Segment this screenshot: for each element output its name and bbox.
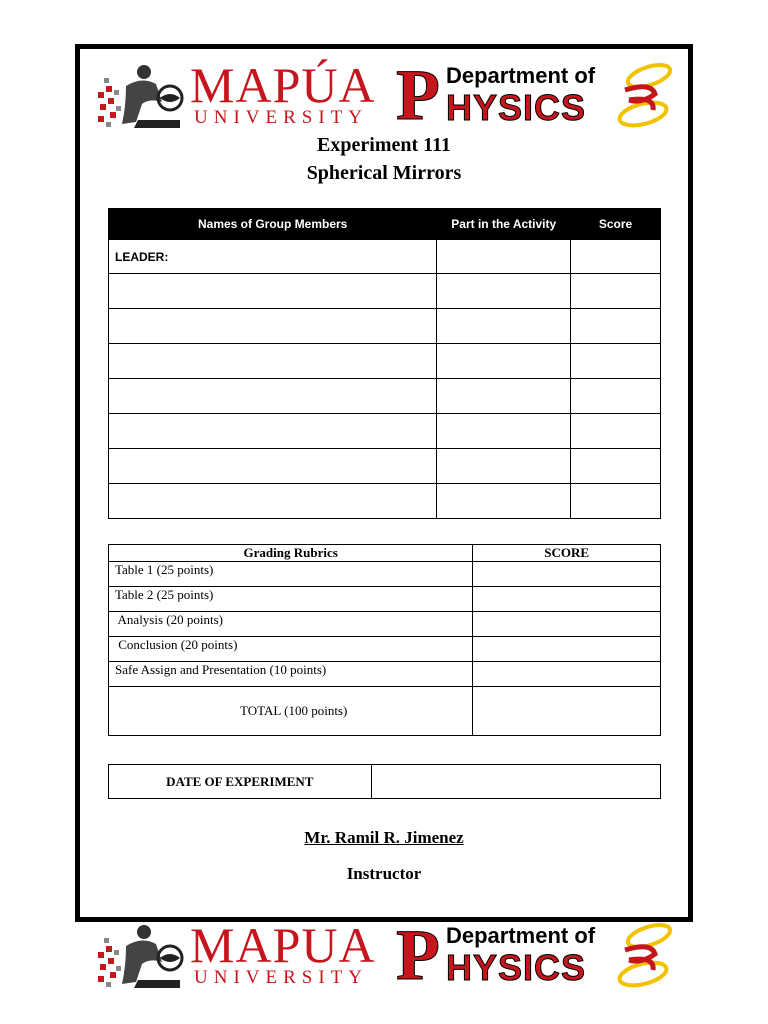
table-row [109, 274, 661, 309]
table-row [109, 379, 661, 414]
rubric-score-cell[interactable] [473, 562, 661, 587]
member-name-cell[interactable] [109, 449, 437, 484]
member-name-cell[interactable] [109, 484, 437, 519]
university-name: MAPÚA [190, 57, 376, 113]
rubric-score-cell[interactable] [473, 637, 661, 662]
table-row [109, 449, 661, 484]
footer-logos [96, 915, 676, 998]
part-cell[interactable] [437, 484, 571, 519]
leader-label: LEADER: [115, 249, 169, 264]
department-line: Department of [446, 63, 596, 88]
column-header-rubrics: Grading Rubrics [109, 545, 473, 562]
rubric-label: Table 2 (25 points) [109, 587, 473, 612]
total-label: TOTAL (100 points) [109, 687, 473, 736]
leader-name-cell[interactable] [109, 240, 437, 274]
physics-swirl-logo-icon [611, 60, 677, 132]
department-word: HYSICS [446, 87, 587, 128]
rubric-label: Safe Assign and Presentation (10 points) [109, 662, 473, 687]
part-cell[interactable] [437, 240, 571, 274]
table-header-row [109, 545, 661, 562]
date-value-cell[interactable] [371, 765, 660, 799]
score-cell[interactable] [571, 379, 661, 414]
score-cell[interactable] [571, 274, 661, 309]
rubric-label: Analysis (20 points) [109, 612, 473, 637]
score-cell[interactable] [571, 344, 661, 379]
date-of-experiment-table [108, 764, 661, 799]
member-name-cell[interactable] [109, 414, 437, 449]
score-cell[interactable] [571, 240, 661, 274]
table-row [109, 662, 661, 687]
table-row [109, 562, 661, 587]
department-initial: P [396, 915, 440, 995]
table-row [109, 309, 661, 344]
score-cell[interactable] [571, 484, 661, 519]
group-members-table [108, 208, 661, 519]
experiment-number: Experiment 111 [317, 134, 451, 156]
part-cell[interactable] [437, 414, 571, 449]
rubric-score-cell[interactable] [473, 612, 661, 637]
instructor-title: Instructor [346, 864, 422, 883]
university-subtitle: UNIVERSITY [194, 967, 368, 988]
date-label: DATE OF EXPERIMENT [109, 765, 372, 799]
mapua-figure-logo-icon [96, 922, 188, 994]
member-name-cell[interactable] [109, 309, 437, 344]
table-row [109, 637, 661, 662]
rubric-label: Conclusion (20 points) [109, 637, 473, 662]
rubric-score-cell[interactable] [473, 587, 661, 612]
rubric-score-cell[interactable] [473, 662, 661, 687]
part-cell[interactable] [437, 449, 571, 484]
total-row [109, 687, 661, 736]
part-cell[interactable] [437, 274, 571, 309]
total-score-cell[interactable] [473, 687, 661, 736]
column-header-names: Names of Group Members [109, 209, 437, 240]
university-subtitle: UNIVERSITY [194, 107, 368, 128]
mapua-figure-logo-icon [96, 62, 188, 134]
member-name-cell[interactable] [109, 344, 437, 379]
table-header-row [109, 209, 661, 240]
column-header-score: Score [571, 209, 661, 240]
header-logos [96, 55, 676, 138]
department-word: HYSICS [446, 947, 587, 988]
score-cell[interactable] [571, 449, 661, 484]
department-initial: P [396, 55, 440, 135]
table-row [109, 587, 661, 612]
table-row [109, 484, 661, 519]
table-row [109, 612, 661, 637]
instructor-name: Mr. Ramil R. Jimenez [304, 828, 464, 847]
table-row [109, 414, 661, 449]
university-name: MAPUA [190, 917, 376, 973]
table-row [109, 765, 661, 799]
grading-rubrics-table [108, 544, 661, 736]
table-row [109, 344, 661, 379]
score-cell[interactable] [571, 414, 661, 449]
department-line: Department of [446, 923, 596, 948]
part-cell[interactable] [437, 344, 571, 379]
column-header-score: SCORE [473, 545, 661, 562]
rubric-label: Table 1 (25 points) [109, 562, 473, 587]
score-cell[interactable] [571, 309, 661, 344]
column-header-part: Part in the Activity [437, 209, 571, 240]
member-name-cell[interactable] [109, 379, 437, 414]
part-cell[interactable] [437, 379, 571, 414]
member-name-cell[interactable] [109, 274, 437, 309]
physics-swirl-logo-icon [611, 920, 677, 992]
table-row [109, 240, 661, 274]
experiment-topic: Spherical Mirrors [306, 162, 462, 184]
part-cell[interactable] [437, 309, 571, 344]
